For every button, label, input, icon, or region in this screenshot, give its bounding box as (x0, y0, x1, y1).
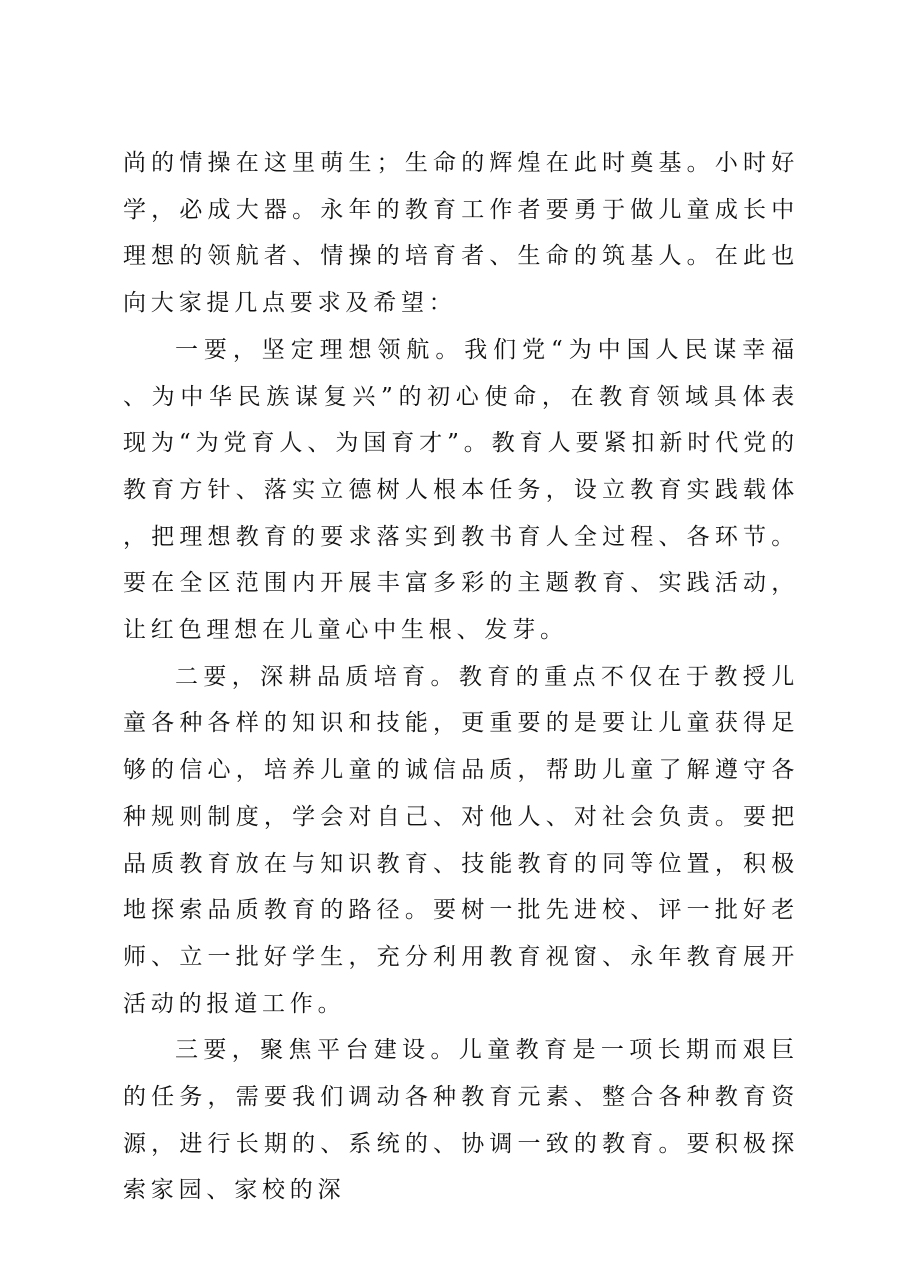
paragraph-intro: 尚的情操在这里萌生；生命的辉煌在此时奠基。小时好学，必成大器。永年的教育工作者要勇于做儿童成长中理想的领航者、情操的培育者、生命的筑基人。在此也向大家提几点要求及希望： (123, 150, 799, 317)
paragraph-quality-cultivation: 二要，深耕品质培育。教育的重点不仅在于教授儿童各种各样的知识和技能，更重要的是要让儿童获得足够的信心，培养儿童的诚信品质，帮助儿童了解遵守各种规则制度，学会对自己、对他人、对社会负责。要把品质教育放在与知识教育、技能教育的同等位置，积极地探索品质教育的路径。要树一批先进校、评一批好老师、立一批好学生，充分利用教育视窗、永年教育展开活动的报道工作。 (123, 663, 799, 1017)
paragraph-ideal-guidance: 一要，坚定理想领航。我们党“为中国人民谋幸福、为中华民族谋复兴”的初心使命，在教育领域具体表现为“为党育人、为国育才”。教育人要紧扣新时代党的教育方针、落实立德树人根本任务，设立教育实践载体，把理想教育的要求落实到教书育人全过程、各环节。要在全区范围内开展丰富多彩的主题教育、实践活动，让红色理想在儿童心中生根、发芽。 (123, 336, 799, 644)
paragraph-platform-building: 三要，聚焦平台建设。儿童教育是一项长期而艰巨的任务，需要我们调动各种教育元素、整合各种教育资源，进行长期的、系统的、协调一致的教育。要积极探索家园、家校的深 (123, 1037, 799, 1204)
document-body (123, 140, 799, 1214)
